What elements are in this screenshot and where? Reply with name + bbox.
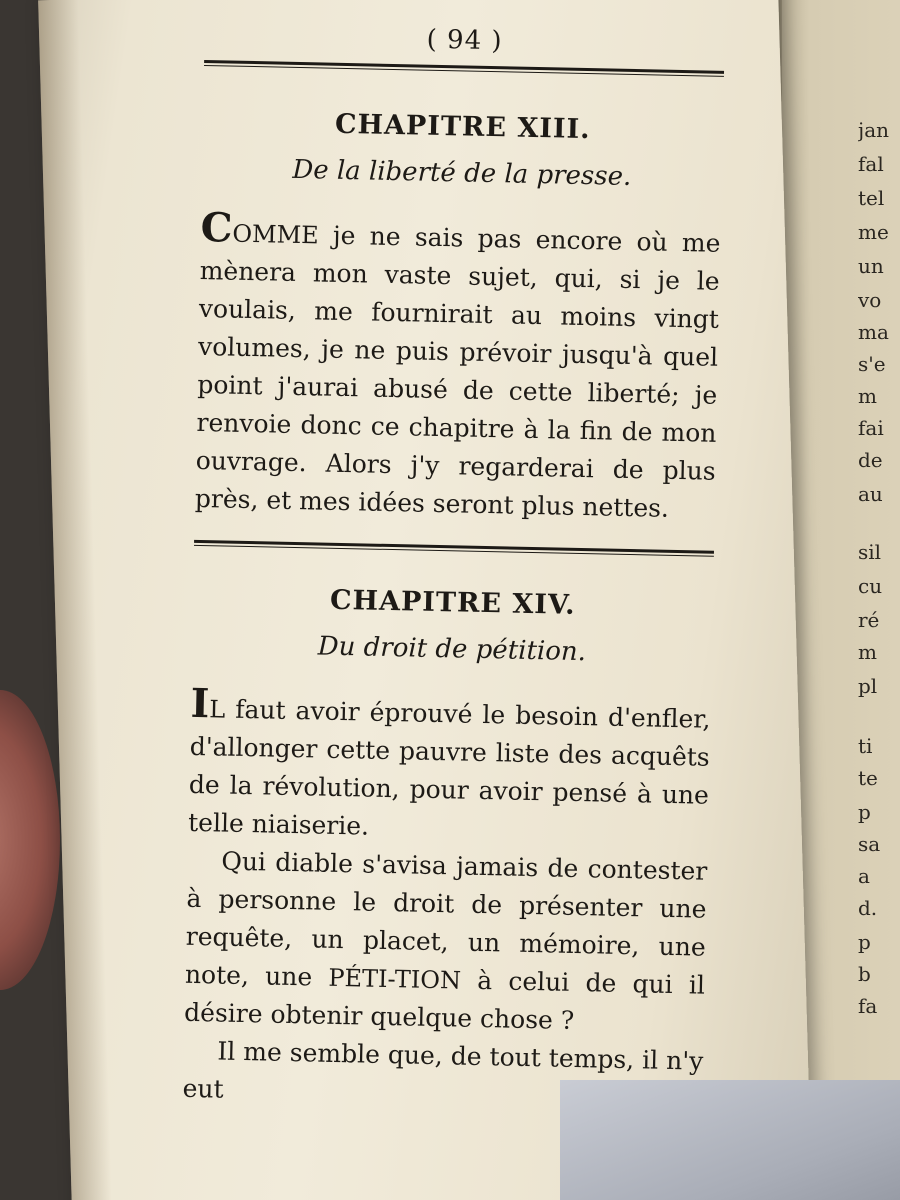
facing-fragment: tel bbox=[858, 186, 885, 210]
facing-fragment: m bbox=[858, 384, 877, 408]
facing-fragment: sil bbox=[858, 540, 882, 564]
small-caps-opening: L bbox=[208, 695, 226, 724]
facing-fragment: m bbox=[858, 640, 877, 664]
paragraph-text: Qui diable s'avisa jamais de contester à personne le droit de présenter une requête, un placet, un mémoire, une note, une bbox=[184, 846, 708, 992]
drop-cap: C bbox=[200, 203, 233, 252]
chapter-14-paragraph-3 bbox=[182, 1032, 703, 1119]
facing-fragment: cu bbox=[858, 574, 883, 598]
small-caps-opening: OMME bbox=[232, 219, 319, 250]
facing-fragment: un bbox=[858, 254, 884, 278]
facing-fragment: fal bbox=[858, 152, 884, 176]
facing-fragment: ma bbox=[858, 320, 889, 344]
facing-fragment: fa bbox=[858, 994, 878, 1018]
facing-fragment: pl bbox=[858, 674, 878, 698]
chapter-14-title: CHAPITRE XIV. bbox=[329, 584, 576, 621]
facing-fragment: b bbox=[858, 962, 871, 986]
small-caps-word: PÉTI- bbox=[328, 963, 396, 994]
facing-fragment: d. bbox=[858, 896, 878, 920]
facing-fragment: jan bbox=[858, 118, 890, 142]
facing-fragment: au bbox=[858, 482, 883, 506]
chapter-14-subtitle: Du droit de pétition. bbox=[317, 631, 587, 668]
facing-fragment: te bbox=[858, 766, 878, 790]
header-rule bbox=[204, 60, 724, 77]
paragraph-text: je ne sais pas encore où me mènera mon vaste sujet, qui, si je le voulais, me fournirait au moins vingt volumes, je ne puis prévoir jusqu'à quel point j'aurai abusé de cette liberté; je renvoie donc ce chapitre à la fin de mon ouvrage. Alors j'y regarderai de plus près, et mes idées seront plus nettes. bbox=[194, 220, 721, 523]
facing-fragment: a bbox=[858, 864, 870, 888]
paragraph-text: Il me semble que, de tout temps, il n'y eut bbox=[182, 1036, 704, 1104]
facing-fragment: s'e bbox=[858, 352, 886, 376]
chapter-13-title: CHAPITRE XIII. bbox=[334, 108, 591, 146]
facing-fragment: fai bbox=[858, 416, 884, 440]
facing-fragment: ré bbox=[858, 608, 880, 632]
paragraph-text: faut avoir éprouvé le besoin d'enfler, d'allonger cette pauvre liste des acquêts de la révolution, pour avoir pensé à une telle niaiserie. bbox=[187, 694, 711, 841]
chapter-divider-rule bbox=[194, 540, 714, 557]
chapter-13-subtitle: De la liberté de la presse. bbox=[292, 154, 632, 192]
chapter-14-paragraph-1 bbox=[187, 679, 711, 853]
chapter-14-paragraph-2 bbox=[184, 842, 708, 1043]
drop-cap: I bbox=[190, 679, 210, 728]
facing-fragment: vo bbox=[858, 288, 882, 312]
facing-fragment: de bbox=[858, 448, 883, 472]
facing-fragment: ti bbox=[858, 734, 873, 758]
paragraph-text: à celui de qui il désire obtenir quelque chose ? bbox=[183, 965, 706, 1035]
page-number: ( 94 ) bbox=[426, 24, 503, 57]
facing-fragment: sa bbox=[858, 832, 881, 856]
facing-fragment: p bbox=[858, 930, 871, 954]
page-content bbox=[182, 20, 725, 1119]
facing-fragment: me bbox=[858, 220, 889, 244]
finger bbox=[0, 690, 60, 990]
small-caps-word: TION bbox=[394, 965, 462, 995]
chapter-13-paragraph bbox=[194, 203, 721, 529]
facing-fragment: p bbox=[858, 800, 871, 824]
